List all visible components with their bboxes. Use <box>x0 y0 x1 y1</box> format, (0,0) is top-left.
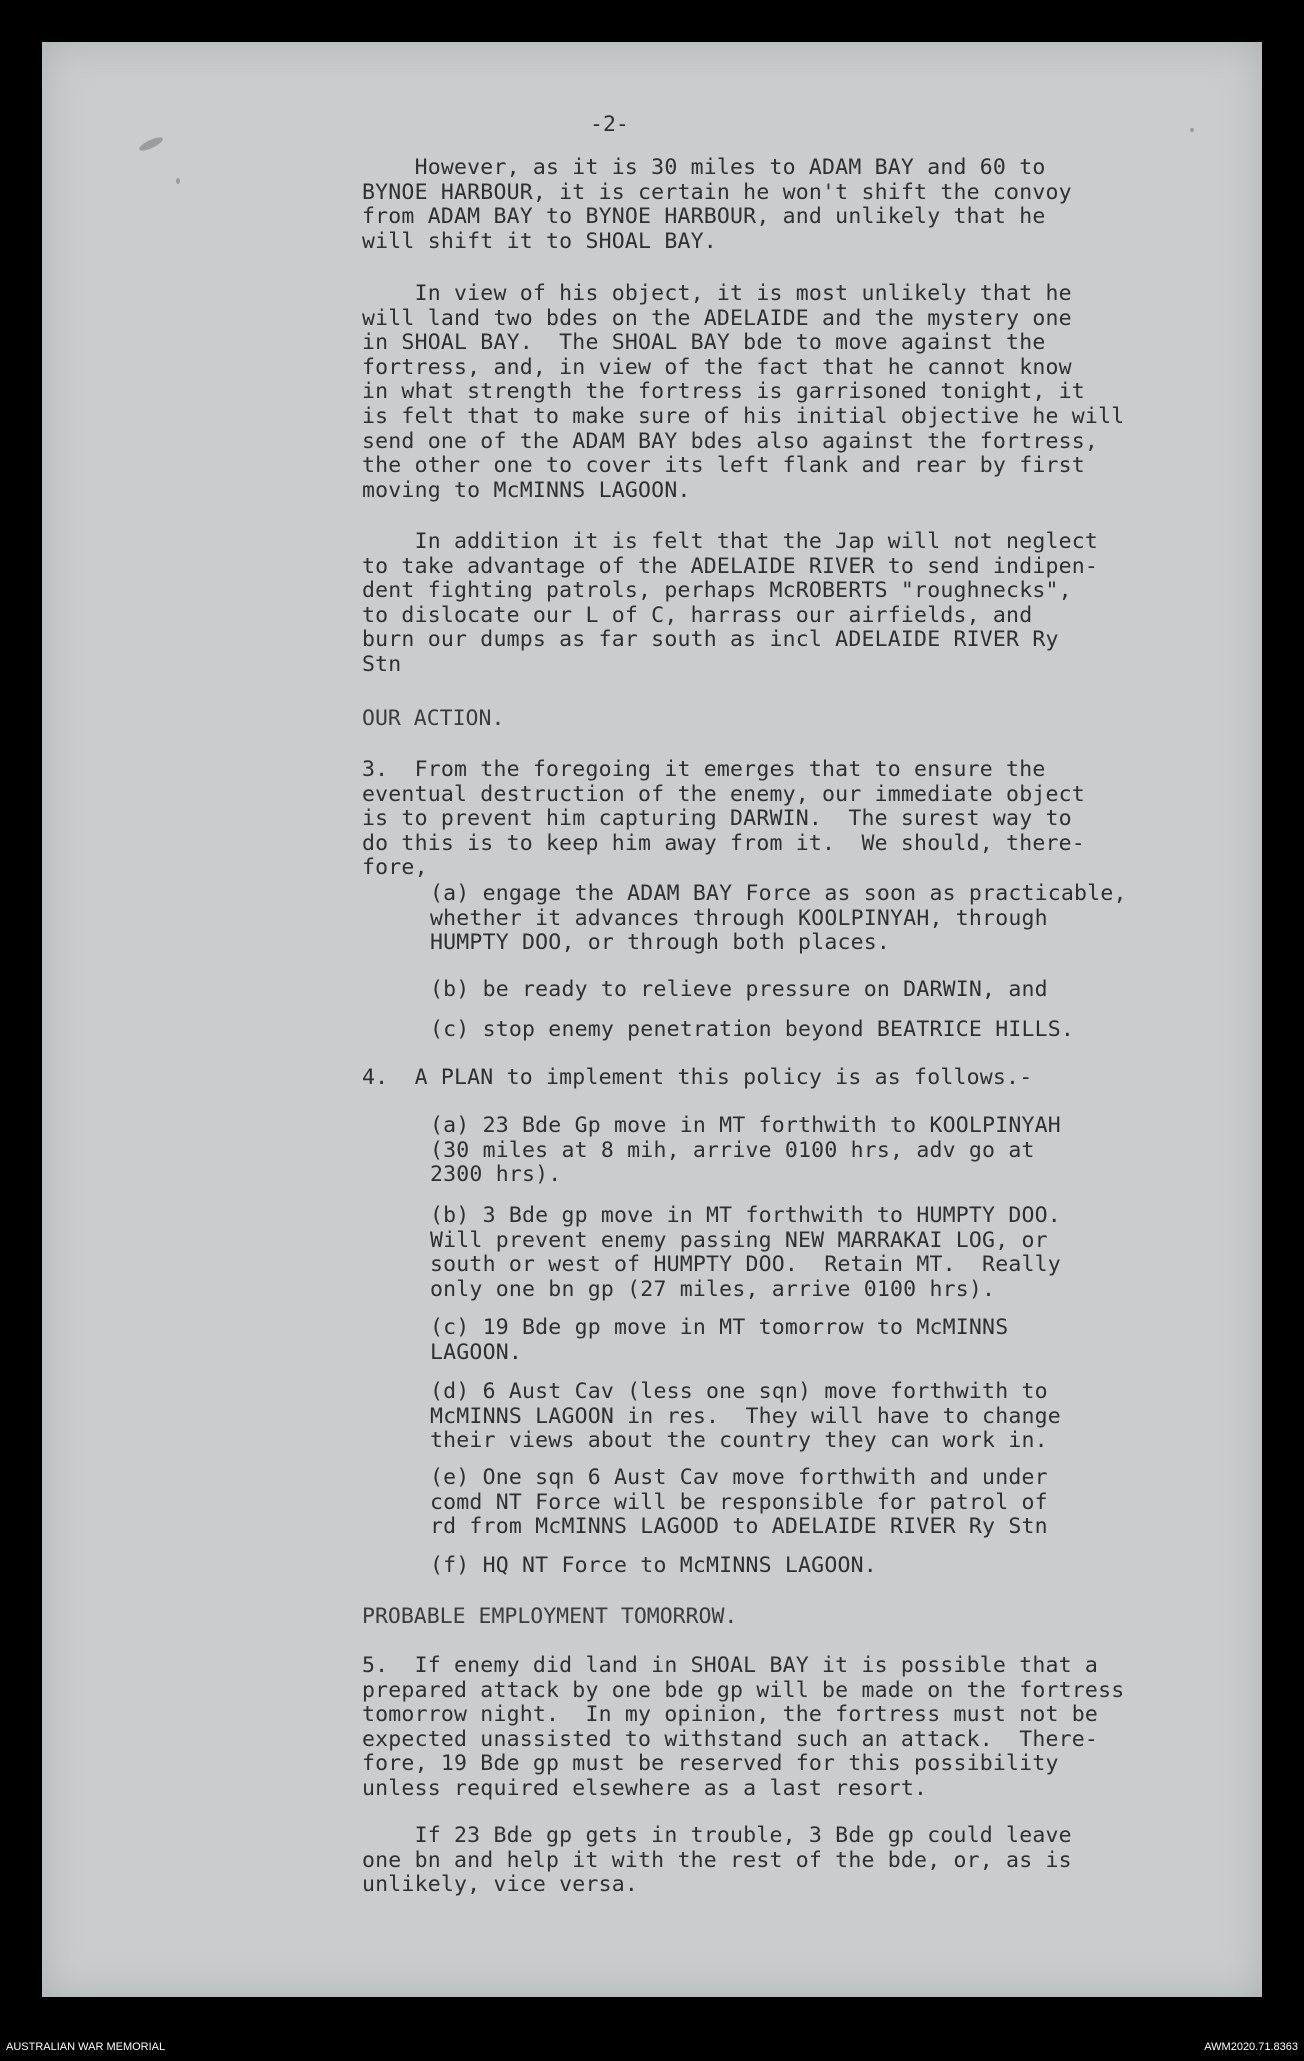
text-line: the other one to cover its left flank and rear by first <box>362 453 1085 479</box>
list-item <box>430 1380 1061 1454</box>
section-heading-our-action: OUR ACTION. <box>362 706 505 731</box>
text-line: 4. A PLAN to implement this policy is as follows.- <box>362 1065 1033 1090</box>
text-line: will shift it to SHOAL BAY. <box>362 228 717 254</box>
list-item <box>430 978 1048 1003</box>
text-line: (a) engage the ADAM BAY Force as soon as practicable, <box>430 881 1127 906</box>
text-line: their views about the country they can work in. <box>430 1428 1048 1454</box>
text-line: burn our dumps as far south as incl ADELAIDE RIVER Ry <box>362 627 1059 653</box>
text-line: (b) be ready to relieve pressure on DARWIN, and <box>430 977 1048 1002</box>
text-line: one bn and help it with the rest of the bde, or, as is <box>362 1847 1072 1873</box>
text-line: fore, 19 Bde gp must be reserved for this possibility <box>362 1751 1059 1777</box>
paragraph-5-intro <box>362 1066 1032 1091</box>
text-line: prepared attack by one bde gp will be made on the fortress <box>362 1677 1125 1703</box>
text-line: (a) 23 Bde Gp move in MT forthwith to KOOLPINYAH <box>430 1113 1061 1138</box>
list-item <box>430 1204 1061 1302</box>
text-line: south or west of HUMPTY DOO. Retain MT. Really <box>430 1252 1061 1278</box>
text-line: moving to McMINNS LAGOON. <box>362 477 691 503</box>
footer-credit: AUSTRALIAN WAR MEMORIAL <box>6 2041 166 2053</box>
paragraph-1 <box>362 156 1072 254</box>
text-line: (30 miles at 8 mih, arrive 0100 hrs, adv go at <box>430 1137 1035 1163</box>
section-heading-probable-employment: PROBABLE EMPLOYMENT TOMORROW. <box>362 1604 738 1629</box>
text-line: eventual destruction of the enemy, our immediate object <box>362 781 1085 807</box>
text-line: comd NT Force will be responsible for patrol of <box>430 1489 1048 1515</box>
text-line: (b) 3 Bde gp move in MT forthwith to HUMPTY DOO. <box>430 1203 1061 1228</box>
page-number: -2- <box>590 112 629 137</box>
text-line: to dislocate our L of C, harrass our airfields, and <box>362 602 1033 628</box>
text-line: in what strength the fortress is garrisoned tonight, it <box>362 379 1085 405</box>
paragraph-4 <box>362 758 1085 881</box>
text-line: (e) One sqn 6 Aust Cav move forthwith and under <box>430 1465 1048 1490</box>
text-line: Stn <box>362 651 402 677</box>
text-line: to take advantage of the ADELAIDE RIVER to send indipen- <box>362 553 1099 579</box>
text-line: only one bn gp (27 miles, arrive 0100 hrs). <box>430 1276 996 1302</box>
text-line: send one of the ADAM BAY bdes also against the fortress, <box>362 428 1099 454</box>
text-line: fortress, and, in view of the fact that he cannot know <box>362 354 1072 380</box>
text-line: (c) 19 Bde gp move in MT tomorrow to McMINNS <box>430 1315 1009 1340</box>
text-line: is felt that to make sure of his initial objective he will <box>362 403 1125 429</box>
paragraph-2 <box>362 282 1124 503</box>
text-line: In addition it is felt that the Jap will not neglect <box>362 529 1099 554</box>
text-line: LAGOON. <box>430 1339 523 1365</box>
ink-mark <box>1190 128 1194 132</box>
text-line: rd from McMINNS LAGOOD to ADELAIDE RIVER Ry Stn <box>430 1514 1048 1540</box>
paragraph-3 <box>362 530 1098 678</box>
text-line: (f) HQ NT Force to McMINNS LAGOON. <box>430 1553 877 1578</box>
text-line: Will prevent enemy passing NEW MARRAKAI LOG, or <box>430 1227 1048 1253</box>
text-line: (c) stop enemy penetration beyond BEATRICE HILLS. <box>430 1017 1075 1042</box>
text-line: 3. From the foregoing it emerges that to ensure the <box>362 757 1046 782</box>
list-item <box>430 1018 1074 1043</box>
paragraph-7 <box>362 1824 1072 1898</box>
text-line: in SHOAL BAY. The SHOAL BAY bde to move against the <box>362 330 1046 356</box>
text-line: fore, <box>362 855 428 881</box>
text-line: from ADAM BAY to BYNOE HARBOUR, and unlikely that he <box>362 204 1046 230</box>
list-item <box>430 882 1127 956</box>
text-line: whether it advances through KOOLPINYAH, through <box>430 905 1048 931</box>
text-line: unless required elsewhere as a last resort. <box>362 1775 928 1801</box>
paragraph-6 <box>362 1654 1124 1802</box>
ink-mark <box>176 178 180 184</box>
text-line: dent fighting patrols, perhaps McROBERTS "roughnecks", <box>362 578 1072 604</box>
text-line: In view of his object, it is most unlikely that he <box>362 281 1072 306</box>
text-line: expected unassisted to withstand such an attack. There- <box>362 1726 1099 1752</box>
text-line: will land two bdes on the ADELAIDE and the mystery one <box>362 305 1072 331</box>
list-item <box>430 1554 877 1579</box>
text-line: However, as it is 30 miles to ADAM BAY and 60 to <box>362 155 1046 180</box>
text-line: tomorrow night. In my opinion, the fortress must not be <box>362 1702 1099 1728</box>
list-item <box>430 1466 1048 1540</box>
footer-accession-number: AWM2020.71.8363 <box>1204 2041 1298 2053</box>
list-item <box>430 1114 1061 1188</box>
text-line: (d) 6 Aust Cav (less one sqn) move forthwith to <box>430 1379 1048 1404</box>
text-line: do this is to keep him away from it. We should, there- <box>362 830 1085 856</box>
text-line: If 23 Bde gp gets in trouble, 3 Bde gp could leave <box>362 1823 1072 1848</box>
text-line: HUMPTY DOO, or through both places. <box>430 930 891 956</box>
text-line: is to prevent him capturing DARWIN. The surest way to <box>362 806 1072 832</box>
list-item <box>430 1316 1008 1365</box>
text-line: 2300 hrs). <box>430 1162 562 1188</box>
text-line: unlikely, vice versa. <box>362 1872 639 1898</box>
text-line: 5. If enemy did land in SHOAL BAY it is possible that a <box>362 1653 1099 1678</box>
text-line: BYNOE HARBOUR, it is certain he won't shift the convoy <box>362 179 1072 205</box>
text-line: McMINNS LAGOON in res. They will have to change <box>430 1403 1061 1429</box>
